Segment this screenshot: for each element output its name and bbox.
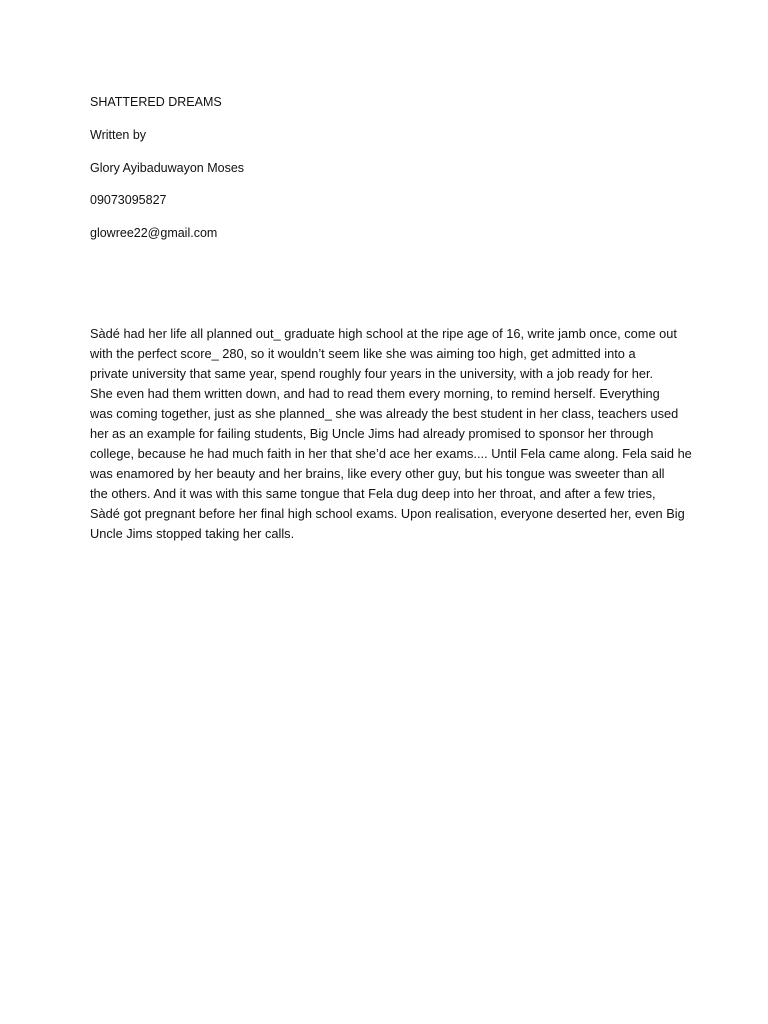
written-by-label: Written by xyxy=(90,128,147,142)
paragraph-line: was coming together, just as she planned_ she was already the best student in her class, teachers used xyxy=(90,406,679,421)
author-phone: 09073095827 xyxy=(90,193,167,207)
paragraph-line: with the perfect score_ 280, so it wouldn’t seem like she was aiming too high, get admitted into a xyxy=(90,346,636,361)
story-paragraph xyxy=(90,324,692,544)
document-title: SHATTERED DREAMS xyxy=(90,95,222,109)
paragraph-line: She even had them written down, and had to read them every morning, to remind herself. Everything xyxy=(90,386,660,401)
author-email: glowree22@gmail.com xyxy=(90,226,218,240)
paragraph-line: college, because he had much faith in her that she’d ace her exams.... Until Fela came along. Fela said he xyxy=(90,446,692,461)
paragraph-line: her as an example for failing students, Big Uncle Jims had already promised to sponsor her through xyxy=(90,426,654,441)
paragraph-line: Sàdé got pregnant before her final high school exams. Upon realisation, everyone deserted her, even Big xyxy=(90,506,685,521)
paragraph-line: Uncle Jims stopped taking her calls. xyxy=(90,526,295,541)
paragraph-line: private university that same year, spend roughly four years in the university, with a job ready for her. xyxy=(90,366,654,381)
paragraph-line: Sàdé had her life all planned out_ graduate high school at the ripe age of 16, write jamb once, come out xyxy=(90,326,677,341)
author-name: Glory Ayibaduwayon Moses xyxy=(90,161,245,175)
paragraph-line: the others. And it was with this same tongue that Fela dug deep into her throat, and after a few tries, xyxy=(90,486,656,501)
paragraph-line: was enamored by her beauty and her brains, like every other guy, but his tongue was sweeter than all xyxy=(90,466,665,481)
